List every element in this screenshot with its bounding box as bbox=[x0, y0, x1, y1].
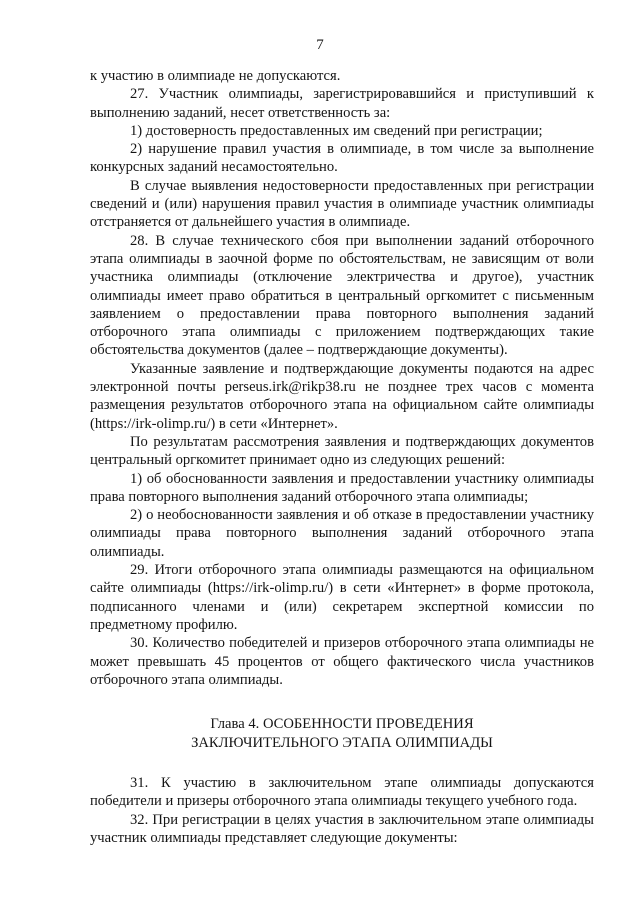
paragraphs-before-chapter bbox=[90, 67, 594, 689]
paragraph: 29. Итоги отборочного этапа олимпиады размещаются на официальном сайте олимпиады (https://irk-olimp.ru/) в сети «Интернет» в форме протокола, подписанного членами и (или) секретарем экспертной комиссии по предметному профилю. bbox=[90, 562, 594, 633]
document-body bbox=[90, 67, 594, 847]
chapter-heading bbox=[90, 715, 594, 752]
chapter-heading-line-1: Глава 4. ОСОБЕННОСТИ ПРОВЕДЕНИЯ bbox=[210, 716, 474, 733]
paragraph: 2) нарушение правил участия в олимпиаде, в том числе за выполнение конкурсных заданий несамостоятельно. bbox=[90, 141, 594, 176]
paragraph: 2) о необоснованности заявления и об отказе в предоставлении участнику олимпиады права повторного выполнения заданий отборочного этапа олимпиады. bbox=[90, 507, 594, 560]
paragraph: 27. Участник олимпиады, зарегистрировавшийся и приступивший к выполнению заданий, несет ответственность за: bbox=[90, 86, 594, 121]
paragraph: 1) об обоснованности заявления и предоставлении участнику олимпиады права повторного выполнения заданий отборочного этапа олимпиады; bbox=[90, 470, 594, 505]
paragraph: 32. При регистрации в целях участия в заключительном этапе олимпиады участник олимпиады представляет следующие документы: bbox=[90, 811, 594, 846]
chapter-heading-line-2: ЗАКЛЮЧИТЕЛЬНОГО ЭТАПА ОЛИМПИАДЫ bbox=[191, 734, 493, 751]
paragraph: По результатам рассмотрения заявления и подтверждающих документов центральный оргкомитет принимает одно из следующих решений: bbox=[90, 433, 594, 469]
paragraphs-after-chapter bbox=[90, 774, 594, 847]
paragraph: 31. К участию в заключительном этапе олимпиады допускаются победители и призеры отборочного этапа олимпиады текущего учебного года. bbox=[90, 775, 594, 810]
paragraph: 30. Количество победителей и призеров отборочного этапа олимпиады не может превышать 45 процентов от общего фактического числа участников отборочного этапа олимпиады. bbox=[90, 635, 594, 688]
paragraph: 1) достоверность предоставленных им сведений при регистрации; bbox=[130, 122, 543, 139]
paragraph: 28. В случае технического сбоя при выполнении заданий отборочного этапа олимпиады в заочной форме по обстоятельствам, не зависящим от воли участника олимпиады (отключение электричества и другое), участник олимпиады имеет право обратиться в центральный оргкомитет с письменным заявлением о предоставлении права повторного выполнения заданий отборочного этапа олимпиады с приложением подтверждающих такие обстоятельства документов (далее – подтверждающие документы). bbox=[90, 232, 594, 359]
paragraph: к участию в олимпиаде не допускаются. bbox=[90, 68, 341, 84]
paragraph: Указанные заявление и подтверждающие документы подаются на адрес электронной почты perseus.irk@rikp38.ru не позднее трех часов с момента размещения результатов отборочного этапа на официальном сайте олимпиады (https://irk-olimp.ru/) в сети «Интернет». bbox=[90, 360, 594, 432]
paragraph: В случае выявления недостоверности предоставленных при регистрации сведений и (или) нарушения правил участия в олимпиаде участник олимпиады отстраняется от дальнейшего участия в олимпиаде. bbox=[90, 177, 594, 231]
page-number: 7 bbox=[316, 37, 324, 53]
